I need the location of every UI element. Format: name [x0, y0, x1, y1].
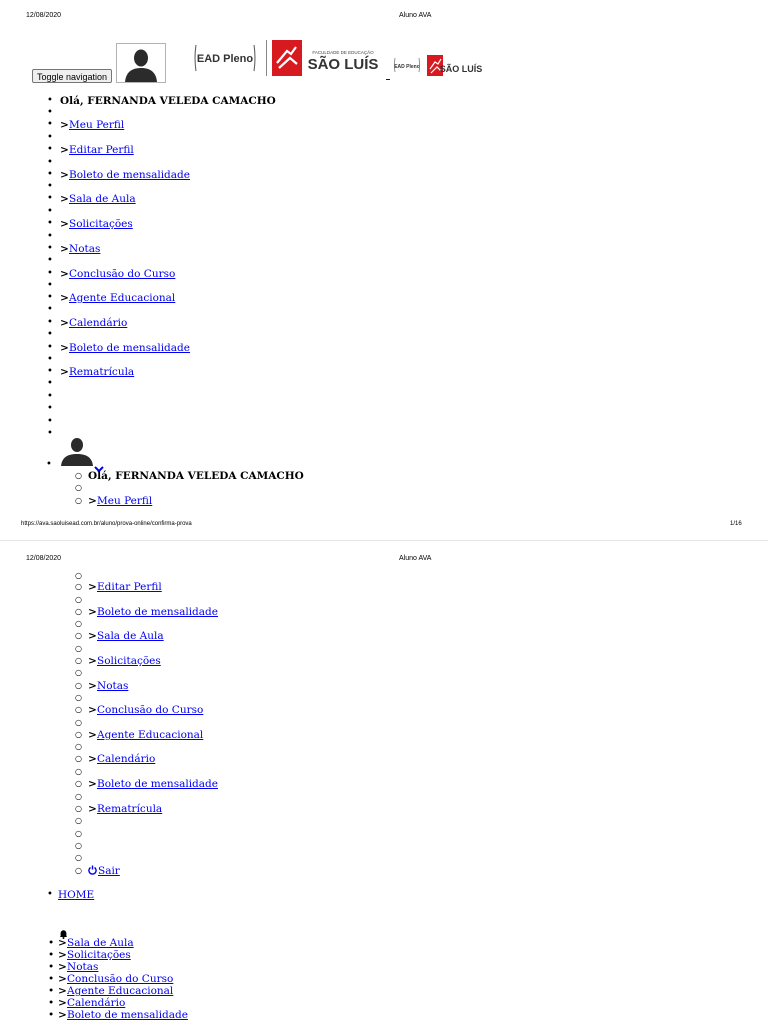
power-icon	[88, 865, 98, 878]
small-sao-luis-text: SÃO LUÍS	[439, 64, 483, 74]
submenu-item-editar-perfil[interactable]: ○ >Editar Perfil	[75, 581, 162, 593]
submenu-item-sair[interactable]: ○ Sair	[75, 865, 120, 877]
toggle-navigation-button[interactable]: Toggle navigation	[32, 69, 112, 83]
submenu-item-agente[interactable]: ○ >Agente Educacional	[75, 729, 204, 741]
chevron-right-icon: >	[60, 342, 69, 354]
submenu-item-meu-perfil[interactable]: ○ >Meu Perfil	[75, 495, 153, 507]
menu-item-solicitacoes[interactable]: • >Solicitações	[47, 218, 133, 230]
chevron-right-icon: >	[58, 949, 67, 961]
logo-link-underline	[386, 79, 390, 80]
submenu-item-calendario[interactable]: ○ >Calendário	[75, 753, 156, 765]
chevron-right-icon: >	[60, 193, 69, 205]
chevron-right-icon: >	[88, 655, 97, 667]
chevron-right-icon: >	[58, 1009, 67, 1021]
faculdade-text: FACULDADE DE EDUCAÇÃO	[312, 50, 374, 55]
chevron-right-icon: >	[60, 292, 69, 304]
sair-fragment	[58, 428, 88, 432]
submenu-item-boleto[interactable]: ○ >Boleto de mensalidade	[75, 606, 218, 618]
chevron-right-icon: >	[60, 144, 69, 156]
submenu-item-conclusao[interactable]: ○ >Conclusão do Curso	[75, 704, 204, 716]
sao-luis-text: SÃO LUÍS	[307, 56, 379, 73]
print-date: 12/08/2020	[26, 555, 62, 562]
sao-luis-logo[interactable]	[266, 37, 384, 79]
user-dropdown-toggle[interactable]	[59, 436, 95, 466]
menu-item-calendario[interactable]: • >Calendário	[47, 317, 128, 329]
chevron-right-icon: >	[60, 243, 69, 255]
menu-item-sala-de-aula[interactable]: • >Sala de Aula	[47, 193, 136, 205]
bell-icon[interactable]	[59, 924, 68, 934]
submenu-item-solicitacoes[interactable]: ○ >Solicitações	[75, 655, 161, 667]
submenu-item-rematricula[interactable]: ○ >Rematrícula	[75, 803, 163, 815]
print-page-number: 1/16	[730, 521, 742, 527]
chevron-right-icon: >	[88, 630, 97, 642]
secondary-item-notas[interactable]: • >Notas	[48, 961, 99, 973]
chevron-right-icon: >	[60, 218, 69, 230]
user-avatar[interactable]	[116, 43, 166, 83]
chevron-right-icon: >	[88, 606, 97, 618]
submenu-item-notas[interactable]: ○ >Notas	[75, 680, 129, 692]
chevron-right-icon: >	[88, 581, 97, 593]
menu-item-boleto[interactable]: • >Boleto de mensalidade	[47, 169, 190, 181]
small-logos[interactable]	[393, 50, 483, 80]
menu-item-boleto-2[interactable]: • >Boleto de mensalidade	[47, 342, 190, 354]
chevron-right-icon: >	[60, 169, 69, 181]
chevron-right-icon: >	[88, 495, 97, 507]
chevron-right-icon: >	[60, 317, 69, 329]
greeting-item: • Olá, FERNANDA VELEDA CAMACHO	[47, 95, 276, 107]
chevron-right-icon: >	[60, 119, 69, 131]
secondary-item-calendario[interactable]: • >Calendário	[48, 997, 126, 1009]
chevron-right-icon: >	[58, 961, 67, 973]
menu-item-notas[interactable]: • >Notas	[47, 243, 101, 255]
chevron-right-icon: >	[60, 366, 69, 378]
secondary-menu	[48, 937, 188, 1021]
small-ead-text: EAD Pleno	[394, 64, 420, 70]
print-header	[0, 12, 768, 26]
submenu-item-boleto-2[interactable]: ○ >Boleto de mensalidade	[75, 778, 218, 790]
secondary-item-agente[interactable]: • >Agente Educacional	[48, 985, 174, 997]
page-separator	[0, 540, 768, 541]
sub-greeting-item: ○ Olá, FERNANDA VELEDA CAMACHO	[75, 470, 304, 482]
ead-pleno-logo[interactable]	[192, 39, 258, 77]
menu-item-editar-perfil[interactable]: • >Editar Perfil	[47, 144, 134, 156]
chevron-right-icon: >	[88, 704, 97, 716]
chevron-down-icon[interactable]	[94, 458, 104, 466]
chevron-right-icon: >	[58, 937, 67, 949]
print-date: 12/08/2020	[26, 12, 62, 19]
secondary-item-solicitacoes[interactable]: • >Solicitações	[48, 949, 131, 961]
secondary-item-sala-de-aula[interactable]: • >Sala de Aula	[48, 937, 134, 949]
submenu-item-sala-de-aula[interactable]: ○ >Sala de Aula	[75, 630, 164, 642]
ead-pleno-text: EAD Pleno	[196, 53, 254, 65]
print-url: https://ava.saoluisead.com.br/aluno/prova-online/confirma-prova	[21, 521, 192, 527]
chevron-right-icon: >	[88, 753, 97, 765]
secondary-item-boleto[interactable]: • >Boleto de mensalidade	[48, 1009, 188, 1021]
chevron-right-icon: >	[58, 973, 67, 985]
secondary-item-conclusao[interactable]: • >Conclusão do Curso	[48, 973, 174, 985]
chevron-right-icon: >	[88, 778, 97, 790]
menu-item-meu-perfil[interactable]: • >Meu Perfil	[47, 119, 125, 131]
user-avatar-icon	[59, 436, 95, 466]
menu-item-conclusao[interactable]: • >Conclusão do Curso	[47, 268, 176, 280]
chevron-right-icon: >	[88, 680, 97, 692]
print-header-2	[0, 555, 768, 569]
menu-item-agente[interactable]: • >Agente Educacional	[47, 292, 176, 304]
chevron-right-icon: >	[60, 268, 69, 280]
chevron-right-icon: >	[58, 985, 67, 997]
user-avatar-icon	[117, 44, 165, 82]
chevron-right-icon: >	[88, 729, 97, 741]
menu-item-rematricula[interactable]: • >Rematrícula	[47, 366, 135, 378]
chevron-right-icon: >	[88, 803, 97, 815]
chevron-right-icon: >	[58, 997, 67, 1009]
print-title: Aluno AVA	[399, 12, 432, 19]
nav-home[interactable]: • HOME	[47, 889, 95, 901]
print-title: Aluno AVA	[399, 555, 432, 562]
